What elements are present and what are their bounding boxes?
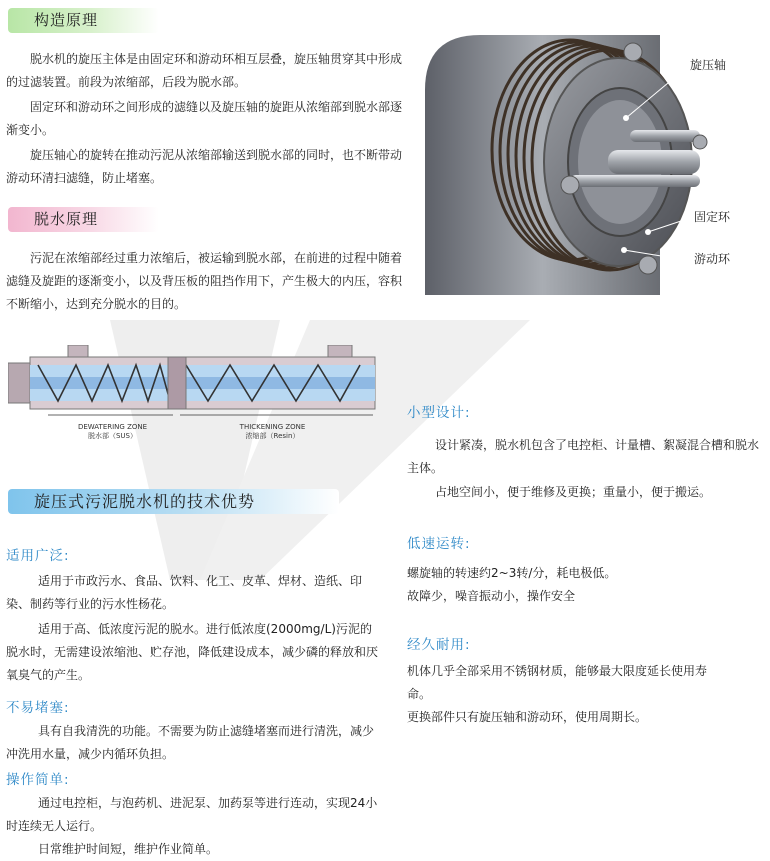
- low-speed-heading: 低速运转:: [407, 536, 471, 552]
- small-design-paragraph-2: 占地空间小，便于维修及更换；重量小，便于搬运。: [435, 485, 712, 499]
- dewatering-zone-en: DEWATERING ZONE: [77, 423, 148, 431]
- no-clog-heading: 不易堵塞:: [6, 700, 70, 716]
- simple-operation-heading: 操作简单:: [6, 772, 70, 788]
- label-fixed-ring: 固定环: [694, 210, 731, 224]
- structure-paragraph-3: 旋压轴心的旋转在推动污泥从浓缩部输送到脱水部的同时，也不断带动游动环清扫滤缝，防止堵塞。: [6, 148, 403, 185]
- durable-paragraph-1: 机体几乎全部采用不锈钢材质，能够最大限度延长使用寿命。: [407, 664, 708, 701]
- thickening-zone-cn: 浓缩部（Resin）: [245, 432, 300, 440]
- low-speed-paragraph-1: 螺旋轴的转速约2~3转/分，耗电极低。: [407, 566, 617, 580]
- thickening-zone-caption: [200, 423, 345, 441]
- label-moving-ring: 游动环: [694, 252, 731, 266]
- wide-application-paragraph-1: 适用于市政污水、食品、饮料、化工、皮革、焊材、造纸、印染、制药等行业的污水性杨花。: [6, 574, 363, 611]
- low-speed-paragraph-2: 故障少，噪音振动小，操作安全: [407, 589, 576, 603]
- dewatering-zone-caption: [50, 423, 175, 441]
- durable-heading: 经久耐用:: [407, 637, 471, 653]
- thickening-zone-en: THICKENING ZONE: [239, 423, 306, 431]
- structure-title: 构造原理: [8, 8, 159, 33]
- dewatering-title: 脱水原理: [8, 207, 159, 232]
- structure-paragraph-1: 脱水机的旋压主体是由固定环和游动环相互层叠，旋压轴贯穿其中形成的过滤装置。前段为浓缩部，后段为脱水部。: [6, 52, 403, 89]
- structure-paragraph-2: 固定环和游动环之间形成的滤缝以及旋压轴的旋距从浓缩部到脱水部逐渐变小。: [6, 100, 403, 137]
- small-design-heading: 小型设计:: [407, 405, 471, 421]
- small-design-paragraph-1: 设计紧凑，脱水机包含了电控柜、计量槽、絮凝混合槽和脱水主体。: [407, 438, 760, 475]
- durable-paragraph-2: 更换部件只有旋压轴和游动环，使用周期长。: [407, 710, 648, 724]
- dewatering-zone-cn: 脱水部（SUS）: [87, 432, 137, 440]
- wide-application-heading: 适用广泛:: [6, 548, 70, 564]
- simple-operation-paragraph-1: 通过电控柜，与泡药机、进泥泵、加药泵等进行连动，实现24小时连续无人运行。: [6, 796, 378, 833]
- dewatering-paragraph: 污泥在浓缩部经过重力浓缩后，被运输到脱水部，在前进的过程中随着滤缝及旋距的逐渐变小，以及背压板的阻挡作用下，产生极大的内压，容积不断缩小，达到充分脱水的目的。: [6, 251, 403, 311]
- simple-operation-paragraph-2: 日常维护时间短，维护作业简单。: [38, 842, 219, 856]
- screw-press-diagram: [8, 345, 380, 420]
- label-rotary-shaft: 旋压轴: [690, 58, 727, 72]
- wide-application-paragraph-2: 适用于高、低浓度污泥的脱水。进行低浓度(2000mg/L)污泥的脱水时，无需建设浓缩池、贮存池，降低建设成本，减少磷的释放和厌氧臭气的产生。: [6, 622, 379, 682]
- no-clog-paragraph: 具有自我清洗的功能。不需要为防止滤缝堵塞而进行清洗，减少冲洗用水量，减少内循环负担。: [6, 724, 375, 761]
- advantages-title: 旋压式污泥脱水机的技术优势: [8, 489, 339, 514]
- machine-photo: [420, 10, 710, 300]
